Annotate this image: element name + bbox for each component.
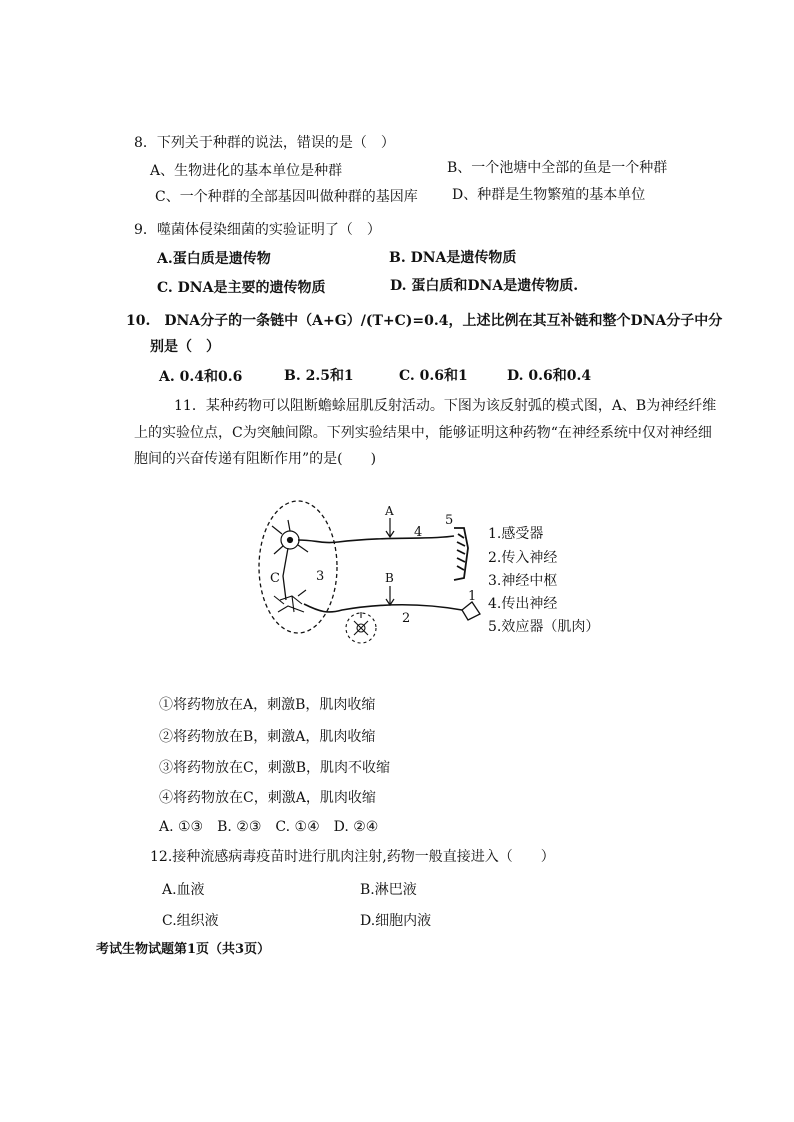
receptor-icon xyxy=(462,602,480,620)
legend-item-effector: 5.效应器（肌肉） xyxy=(488,619,600,635)
q10-option-d: D. 0.6和0.4 xyxy=(507,368,592,384)
reflex-arc-diagram xyxy=(258,500,618,660)
label-2: 2 xyxy=(402,611,411,626)
q11-stem-line3: 胞间的兴奋传递有阻断作用”的是( ) xyxy=(134,451,377,467)
synapse-sketch xyxy=(274,590,306,612)
q11-stem-line1: 11．某种药物可以阻断蟾蜍屈肌反射活动。下图为该反射弧的模式图，A、B为神经纤维 xyxy=(174,398,717,414)
q11-stem-line2: 上的实验位点，C为突触间隙。下列实验结果中，能够证明这种药物“在神经系统中仅对神经细 xyxy=(134,425,712,441)
q9-option-c: C. DNA是主要的遗传物质 xyxy=(157,280,326,296)
q9-option-a: A.蛋白质是遗传物 xyxy=(157,251,271,267)
interneuron-path xyxy=(283,548,288,600)
label-c: C xyxy=(270,571,280,586)
label-1: 1 xyxy=(468,589,477,604)
q11-statement-2: ②将药物放在B，刺激A，肌肉收缩 xyxy=(159,729,376,745)
nerve-center-dashed-oval xyxy=(259,501,337,633)
ganglion-cell-icon xyxy=(354,612,368,635)
q8-stem: 8．下列关于种群的说法，错误的是（ ） xyxy=(134,135,395,151)
q11-statement-3: ③将药物放在C，刺激B，肌肉不收缩 xyxy=(159,760,390,776)
q10-option-c: C. 0.6和1 xyxy=(399,368,468,384)
legend-item-efferent: 4.传出神经 xyxy=(488,596,558,612)
q8-option-d: D、种群是生物繁殖的基本单位 xyxy=(452,187,646,203)
label-5: 5 xyxy=(445,513,454,528)
q10-option-b: B. 2.5和1 xyxy=(284,368,354,384)
legend-item-center: 3.神经中枢 xyxy=(488,573,558,589)
q9-stem: 9．噬菌体侵染细菌的实验证明了（ ） xyxy=(134,222,381,238)
q8-option-b: B、一个池塘中全部的鱼是一个种群 xyxy=(447,160,668,176)
arrow-a-icon xyxy=(386,518,394,537)
q12-option-a: A.血液 xyxy=(162,882,205,898)
page-footer: 考试生物试题第1页（共3页） xyxy=(96,942,271,957)
q12-option-c: C.组织液 xyxy=(162,913,219,929)
efferent-nerve-path xyxy=(298,536,454,543)
legend-item-receptor: 1.感受器 xyxy=(488,526,544,542)
legend-item-afferent: 2.传入神经 xyxy=(488,550,558,566)
q12-option-d: D.细胞内液 xyxy=(360,913,432,929)
q12-option-b: B.淋巴液 xyxy=(360,882,417,898)
label-a: A xyxy=(385,504,394,518)
label-3: 3 xyxy=(316,569,325,584)
q11-options: A. ①③ B. ②③ C. ①④ D. ②④ xyxy=(159,819,379,835)
q9-option-b: B. DNA是遗传物质 xyxy=(389,250,517,266)
q11-statement-1: ①将药物放在A，刺激B，肌肉收缩 xyxy=(159,697,376,713)
q8-option-c: C、一个种群的全部基因叫做种群的基因库 xyxy=(155,189,418,205)
q10-option-a: A. 0.4和0.6 xyxy=(159,369,243,385)
q9-option-d: D. 蛋白质和DNA是遗传物质. xyxy=(390,278,579,294)
neuron-cell-body xyxy=(272,520,308,554)
arrow-b-icon xyxy=(386,586,394,605)
label-4: 4 xyxy=(414,525,423,540)
label-b: B xyxy=(385,571,394,585)
muscle-effector-icon xyxy=(454,528,468,580)
q10-stem-line2: 别是（ ） xyxy=(150,339,220,355)
q12-stem: 12.接种流感病毒疫苗时进行肌肉注射,药物一般直接进入（ ） xyxy=(150,849,555,865)
q8-option-a: A、生物进化的基本单位是种群 xyxy=(150,163,343,179)
q11-statement-4: ④将药物放在C，刺激A，肌肉收缩 xyxy=(159,790,376,806)
q10-stem-line1: 10. DNA分子的一条链中（A+G）/(T+C)=0.4，上述比例在其互补链和整个DNA分子中分 xyxy=(126,313,723,329)
